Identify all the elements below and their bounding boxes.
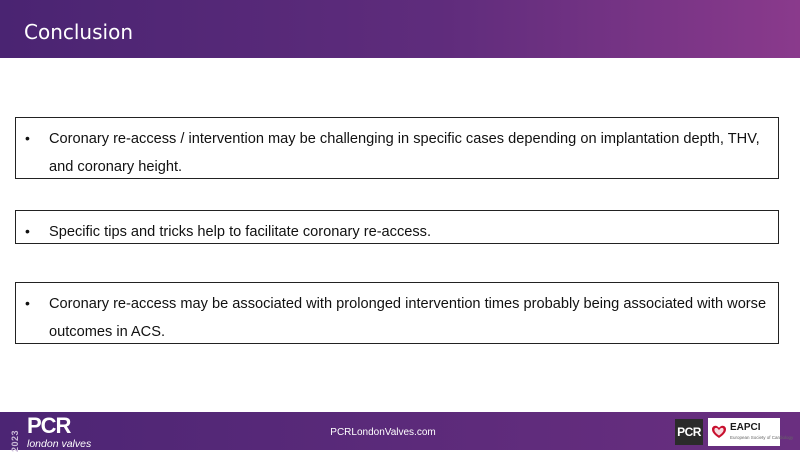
heart-icon <box>711 424 727 440</box>
pcr-logo-subtitle: london valves <box>27 438 92 450</box>
conclusion-text-3: Coronary re-access may be associated with prolonged intervention times probably being associated with worse outcomes in ACS. <box>49 296 767 340</box>
eapci-subtitle: European Society of Cardiology <box>730 435 794 440</box>
year-label: 2023 <box>10 429 20 452</box>
bullet-icon: • <box>25 223 30 239</box>
conclusion-box-1 <box>15 117 779 179</box>
slide-title: Conclusion <box>24 20 133 44</box>
pcr-logo: PCR <box>27 413 71 438</box>
pcr-badge-logo: PCR <box>675 419 703 445</box>
slide-footer <box>0 412 800 450</box>
conclusion-box-2 <box>15 210 779 244</box>
conclusion-text-2: Specific tips and tricks help to facilitate coronary re-access. <box>49 224 432 240</box>
conclusion-box-3 <box>15 282 779 344</box>
footer-url[interactable]: PCRLondonValves.com <box>330 427 436 438</box>
eapci-name: EAPCI <box>730 422 761 433</box>
bullet-icon: • <box>25 130 30 146</box>
conclusion-text-1: Coronary re-access / intervention may be challenging in specific cases depending on implantation depth, THV, and coronary height. <box>49 131 760 175</box>
eapci-logo <box>708 418 794 446</box>
slide-header <box>0 0 800 58</box>
bullet-icon: • <box>25 295 30 311</box>
